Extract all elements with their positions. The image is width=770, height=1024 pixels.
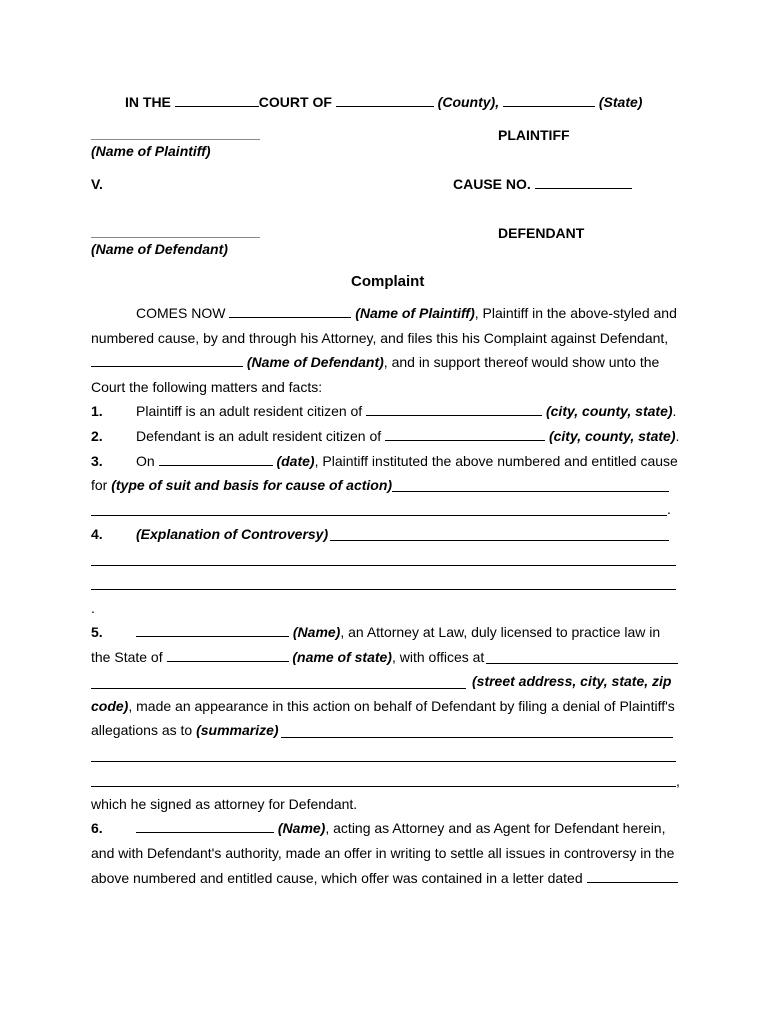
name-of-plaintiff-label: (Name of Plaintiff): [91, 143, 211, 159]
item-3-suit-blank[interactable]: [392, 491, 669, 492]
item-6-name-label: (Name): [277, 820, 326, 836]
item-5-summarize-line-2[interactable]: [91, 761, 676, 762]
item-3-on: On: [136, 453, 155, 469]
item-1-label: (city, county, state): [545, 403, 673, 419]
item-6-body-3: above numbered and entitled cause, which offer was contained in a letter dated: [91, 870, 583, 886]
item-3-line-2: [91, 476, 392, 494]
intro-line-1: [136, 304, 677, 322]
item-3-suit-label: (type of suit and basis for cause of action): [111, 477, 393, 493]
item-2-blank[interactable]: [385, 427, 545, 441]
item-4-number: 4.: [91, 526, 103, 542]
item-2-number: 2.: [91, 428, 103, 444]
comes-now-text: COMES NOW: [136, 305, 226, 321]
item-5-body-1: , an Attorney at Law, duly licensed to practice law in: [340, 624, 661, 640]
in-the-text: IN THE: [125, 94, 171, 110]
item-5-number: 5.: [91, 624, 103, 640]
county-label: (County),: [437, 94, 500, 110]
item-5-address-label: (street address, city, state, zip: [472, 673, 672, 689]
item-6-date-blank[interactable]: [587, 869, 678, 883]
item-5-name-label: (Name): [292, 624, 341, 640]
item-5-offices: , with offices at: [391, 649, 485, 665]
item-6-line-2: and with Defendant's authority, made an offer in writing to settle all issues in controversy in the: [91, 845, 675, 861]
county-blank[interactable]: [336, 93, 434, 107]
item-6-line-1: [136, 819, 665, 837]
state-label: (State): [598, 94, 643, 110]
item-3-number: 3.: [91, 453, 103, 469]
name-of-defendant-label: (Name of Defendant): [91, 241, 228, 257]
intro-plaintiff-label: (Name of Plaintiff): [355, 305, 475, 321]
item-3-date-label: (date): [276, 453, 315, 469]
cause-no-label: CAUSE NO.: [453, 176, 531, 192]
document-title: Complaint: [351, 273, 425, 290]
item-5-name-blank[interactable]: [136, 623, 289, 637]
item-5-summarize-blank[interactable]: [281, 737, 673, 738]
intro-line-4: Court the following matters and facts:: [91, 379, 323, 395]
caption-line: [125, 93, 642, 111]
item-5-code-label: code): [91, 698, 129, 714]
versus-label: V.: [91, 176, 103, 192]
intro-line-3: [91, 353, 659, 371]
intro-defendant-label: (Name of Defendant): [246, 354, 384, 370]
item-6-body-1: , acting as Attorney and as Agent for Defendant herein,: [325, 820, 666, 836]
item-1-number: 1.: [91, 403, 103, 419]
item-1-blank[interactable]: [366, 402, 542, 416]
item-3-body: , Plaintiff instituted the above numbered and entitled cause: [314, 453, 678, 469]
item-4-blank[interactable]: [330, 540, 669, 541]
item-6-line-3: [91, 869, 678, 887]
item-5-summarize-line-3[interactable]: [91, 786, 676, 787]
item-5-state-blank[interactable]: [167, 648, 289, 662]
item-5-offices-blank[interactable]: [486, 663, 678, 664]
court-of-text: COURT OF: [258, 94, 332, 110]
state-blank[interactable]: [503, 93, 595, 107]
intro-text-3: , and in support thereof would show unto the: [383, 354, 660, 370]
item-5-line-6: which he signed as attorney for Defendant.: [91, 796, 358, 812]
item-2-text: Defendant is an adult resident citizen of (city, county, state).: [136, 428, 680, 444]
cause-no-blank[interactable]: [535, 175, 632, 189]
item-3-for: for: [91, 477, 108, 493]
intro-text-1: , Plaintiff in the above-styled and: [474, 305, 677, 321]
item-2-body: Defendant is an adult resident citizen of: [136, 428, 382, 444]
item-5-line-1: [136, 623, 660, 641]
item-5-body-2: , made an appearance in this action on behalf of Defendant by filing a denial of Plaintiff's: [128, 698, 675, 714]
item-2-label: (city, county, state): [548, 428, 676, 444]
item-5-state-of: the State of: [91, 649, 163, 665]
plaintiff-label: PLAINTIFF: [498, 127, 570, 143]
cause-no-line: [453, 175, 632, 193]
item-6-number: 6.: [91, 820, 103, 836]
court-blank[interactable]: [175, 93, 259, 107]
item-5-line-2: [91, 648, 484, 666]
item-4-line-2[interactable]: [91, 565, 676, 566]
item-5-comma: ,: [676, 773, 680, 789]
item-3-text: [136, 452, 678, 470]
plaintiff-name-blank[interactable]: [91, 139, 260, 140]
item-1-body: Plaintiff is an adult resident citizen of: [136, 403, 363, 419]
item-5-allegations: allegations as to: [91, 722, 193, 738]
intro-line-2: numbered cause, by and through his Attorney, and files this his Complaint against Defendant,: [91, 330, 669, 346]
item-3-date-blank[interactable]: [159, 452, 273, 466]
item-3-period: .: [667, 501, 671, 517]
intro-plaintiff-blank[interactable]: [229, 304, 351, 318]
item-4-line-3[interactable]: [91, 589, 676, 590]
item-6-name-blank[interactable]: [136, 819, 274, 833]
item-4-label: (Explanation of Controversy): [136, 526, 329, 542]
item-5-summarize-label: (summarize): [196, 722, 279, 738]
defendant-label: DEFENDANT: [498, 225, 585, 241]
item-4-period: .: [91, 600, 95, 616]
item-3-continue-blank[interactable]: [91, 515, 667, 516]
intro-defendant-blank[interactable]: [91, 353, 243, 367]
item-5-address-blank[interactable]: [91, 688, 466, 689]
item-5-line-4: [91, 697, 675, 715]
item-5-state-label: (name of state): [292, 649, 392, 665]
item-5-line-5: [91, 721, 279, 739]
defendant-name-blank[interactable]: [91, 237, 260, 238]
item-1-text: Plaintiff is an adult resident citizen of (city, county, state).: [136, 403, 677, 419]
